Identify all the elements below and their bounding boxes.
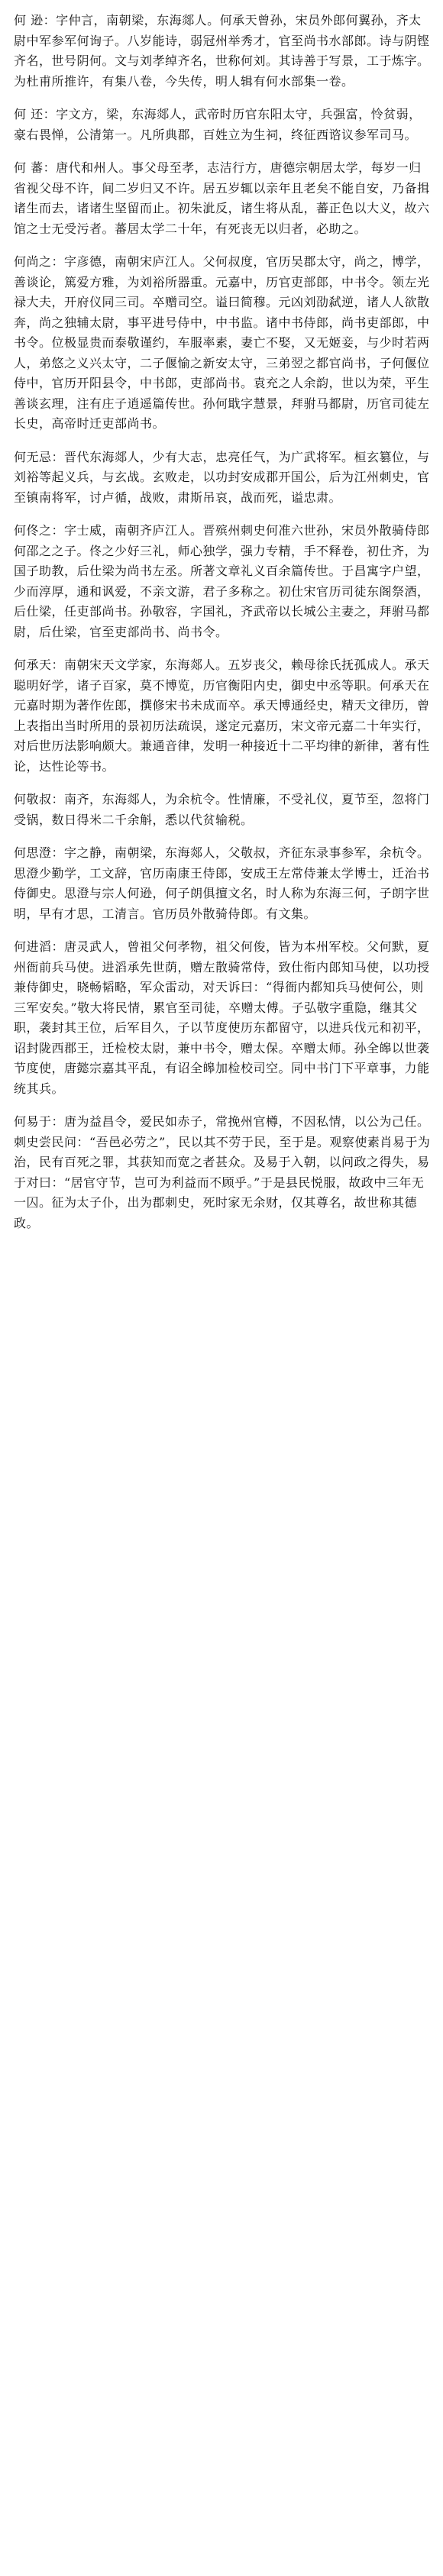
biography-entry-he-yiyu: 何易于：唐为益昌令，爱民如赤子，常挽州官樽，不因私情，以公为己任。刺史尝民问：“吾邑必劳之”，民以其不劳于民，至于是。观察使素肖易于为治，民有百死之罪，其获知而宽之者甚众。及易于入朝，以问政之得失，易于对曰：“居官守节，岂可为利益而不顾乎。”于是县民悦服，故政中三年无一囚。征为太子仆，出为郡刺史，死时家无余财，仅其尊名，故世称其德政。	[14, 1114, 431, 1230]
biography-entry-he-wuji: 何无忌：晋代东海郯人，少有大志，忠亮任气，为广武将军。桓玄篡位，与刘裕等起义兵，与玄战。玄败走，以功封安成郡开国公，后为江州刺史，官至镇南将军，讨卢循，战败，肃斯吊哀，战而死，谥忠肃。	[14, 449, 430, 505]
biography-entry-he-jintao: 何进滔：唐灵武人，曾祖父何孝物，祖父何俊，皆为本州军校。父何默，夏州衙前兵马使。进滔承先世荫，赠左散骑常侍，致仕衔内郎知马使，以功授兼侍御史，晓畅韬略，军众雷动，对天诉曰：“得衙内都知兵马使何公，则三军安矣。”敬大将民情，累官至司徒，卒赠太傅。子弘敬字重隐，继其父职，袭封其王位，后军目久，子以节度使历东都留守，以进兵伐元和初平，诏封陇西郡王，迁检校太尉，兼中书令，赠太保。卒赠太师。孙全皞以世袭节度使，唐懿宗嘉其平乱，有诏全皞加检校司空。同中书门下平章事，力能统其兵。	[14, 939, 430, 1096]
biography-entry-he-fan: 何 蕃：唐代和州人。事父母至孝，志洁行方，唐德宗朝居太学，每岁一归省视父母不许，间二岁归又不许。居五岁辄以亲年且老矣不能自安，乃备揖诸生而去，诸诸生坚留而止。初朱泚反，诸生将从乱，蕃正色以大义，故六馆之士无受污者。蕃居太学二十年，有死丧无以归者，必助之。	[14, 160, 430, 236]
biography-entry-he-chengtian: 何承天：南朝宋天文学家，东海郯人。五岁丧父，赖母徐氏抚孤成人。承天聪明好学，诸子百家，莫不博览，历官衡阳内史，御史中丞等职。何承天在元嘉时期为著作佐郎，撰修宋书未成而卒。承天博通经史，精天文律历，曾上表指出当时所用的景初历法疏误，遂定元嘉历，宋文帝元嘉二十年实行，对后世历法影响颇大。兼通音律，发明一种接近十二平均律的新律，著有性论，达性论等书。	[14, 658, 430, 774]
biography-entry-he-tongzhi: 何佟之：字士威，南朝齐庐江人。晋殡州刺史何准六世孙，宋员外散骑侍郎何邵之之子。佟之少好三礼，师心独学，强力专精，手不释卷，初仕齐，为国子助教，后仕梁为尚书左丞。所著文章礼义百余篇传世。于昌寓字户望，少而淳厚，通和讽爱，不亲文游，君子多称之。初仕宋官历司徒东阁祭酒，后仕梁，任吏部尚书。孙敬容，字国礼，齐武帝以长城公主妻之，拜驸马都尉，后仕梁，官至吏部尚书、尚书令。	[14, 523, 430, 639]
biography-entry-he-jingshu: 何敬叔：南齐，东海郯人，为余杭令。性情廉，不受礼仪，夏节至，忽将门受锅，数日得米二千余斛，悉以代贫输税。	[14, 792, 430, 827]
biography-entry-he-xun: 何 逊：字仲言，南朝梁，东海郯人。何承天曾孙，宋员外郎何翼孙，齐太尉中军参军何询子。八岁能诗，弱冠州举秀才，官至尚书水部郎。诗与阴铿齐名，世号阴何。文与刘孝绰齐名，世称何刘。其诗善于写景，工于炼字。为杜甫所推许，有集八卷，今失传，明人辑有何水部集一卷。	[14, 13, 430, 89]
biography-entry-he-shangzhi: 何尚之：字彦德，南朝宋庐江人。父何叔度，官历吴郡太守，尚之，博学，善谈论，篤爱方雅，为刘裕所器重。元嘉中，历官吏部郎，中书令。领左光禄大夫，开府仪同三司。卒赠司空。谥曰简穆。元凶刘劭弑逆，诸人人欲散奔，尚之独辅太尉，事平进号侍中，中书监。诸中书侍郎，尚书吏部郎，中书令。位极显贵而泰敬谨约，车服率素，妻亡不娶，又无姬妾，与少时若两人，弟悠之义兴太守，二子偃愉之新安太守，三弟翌之都官尚书，子何偃位侍中，官历开阳县令，中书郎，吏部尚书。袁充之人余韵，世以为荣，平生善谈玄理，注有庄子逍遥篇传世。孙何戢字慧景，拜驸马都尉，历官司徒左长史，高帝时迁吏部尚书。	[14, 254, 430, 431]
biography-entry-he-sicheng: 何思澄：字之静，南朝梁，东海郯人，父敬叔，齐征东录事参军，余杭令。思澄少勤学，工文辞，官历南康王侍郎，安成王左常侍兼太学博士，迁治书侍御史。思澄与宗人何逊，何子朗俱擅文名，时人称为东海三何，子朗字世明，早有才思，工清言。官历员外散骑侍郎。有文集。	[14, 845, 430, 921]
biography-entry-he-huan: 何 还：字文方，梁，东海郯人，武帝时历官东阳太守，兵强富，怜贫弱，豪右畏惮，公清第一。凡所典郡，百姓立为生祠，终征西谘议参军司马。	[14, 107, 422, 142]
